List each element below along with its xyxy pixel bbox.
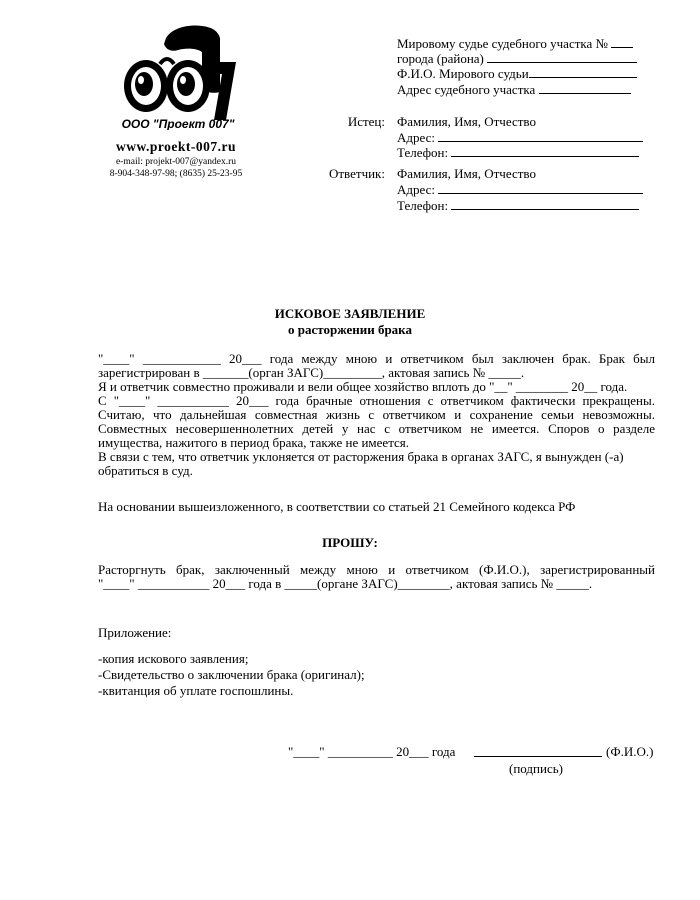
list-item: -Свидетельство о заключении брака (оригинал); <box>98 667 365 682</box>
company-logo <box>108 22 248 130</box>
body-line: С "____" ___________ 20___ года брачные отношения с ответчиком фактически прекращены. <box>98 393 655 408</box>
company-email: e-mail: projekt-007@yandex.ru <box>115 157 237 167</box>
request-heading: ПРОШУ: <box>322 535 378 550</box>
company-phones: 8-904-348-97-98; (8635) 25-23-95 <box>109 169 243 179</box>
blank-line <box>487 51 637 63</box>
body-line: Я и ответчик совместно проживали и вели общее хозяйство вплоть до "__" ________ 20__ года. <box>98 379 628 394</box>
document-title: ИСКОВОЕ ЗАЯВЛЕНИЕ <box>274 306 426 321</box>
attachments-heading: Приложение: <box>98 625 172 640</box>
court-line-2: города (района) <box>397 51 637 66</box>
plaintiff-phone: Телефон: <box>397 145 639 160</box>
defendant-phone: Телефон: <box>397 198 639 213</box>
blank-line <box>529 66 637 78</box>
body-line: Расторгнуть брак, заключенный между мною и ответчиком (Ф.И.О.), зарегистрированный <box>98 562 655 577</box>
plaintiff-name: Фамилия, Имя, Отчество <box>397 114 536 129</box>
body-line: "____" ___________ 20___ года в _____(органе ЗАГС)________, актовая запись № _____. <box>98 576 593 591</box>
signature-fio: (Ф.И.О.) <box>606 744 654 759</box>
logo-text: ООО "Проект 007" <box>121 117 235 130</box>
claim-body <box>98 352 655 478</box>
defendant-address: Адрес: <box>397 182 643 197</box>
body-line: зарегистрирован в _______(орган ЗАГС)_________, актовая запись № _____. <box>98 365 525 380</box>
plaintiff-address: Адрес: <box>397 130 643 145</box>
attachments-list <box>98 651 655 699</box>
body-line: "____" ____________ 20___ года между мною и ответчиком был заключен брак. Брак был <box>98 351 655 366</box>
document-subtitle: о расторжении брака <box>288 322 412 337</box>
legal-basis: На основании вышеизложенного, в соответствии со статьей 21 Семейного кодекса РФ <box>98 499 576 514</box>
company-website: www.proekt-007.ru <box>115 139 236 154</box>
blank-line <box>451 198 639 210</box>
blank-line <box>539 82 631 94</box>
body-line: Совместных несовершеннолетних детей у нас с ответчиком не имеется. Споров о разделе <box>98 421 655 436</box>
signature-date: "____" __________ 20___ года <box>288 744 456 759</box>
signature-caption: (подпись) <box>509 761 563 776</box>
court-line-1: Мировому судье судебного участка № <box>397 36 633 51</box>
body-line: В связи с тем, что ответчик уклоняется от расторжения брака в органах ЗАГС, я вынужден (-а) <box>98 449 624 464</box>
body-line: Считаю, что дальнейшая совместная жизнь с ответчиком и сохранение семьи невозможны. <box>98 407 655 422</box>
signature-line <box>474 756 602 757</box>
blank-line <box>438 130 643 142</box>
court-line-3: Ф.И.О. Мирового судьи <box>397 66 637 81</box>
list-item: -копия искового заявления; <box>98 651 249 666</box>
body-line: имущества, нажитого в период брака, также не имеется. <box>98 435 410 450</box>
body-line: обратиться в суд. <box>98 463 193 478</box>
defendant-label: Ответчик: <box>328 166 385 181</box>
request-body <box>98 563 655 591</box>
court-line-4: Адрес судебного участка <box>397 82 631 97</box>
plaintiff-label: Истец: <box>347 114 385 129</box>
defendant-name: Фамилия, Имя, Отчество <box>397 166 536 181</box>
blank-line <box>451 145 639 157</box>
blank-line <box>611 36 633 48</box>
blank-line <box>438 182 643 194</box>
list-item: -квитанция об уплате госпошлины. <box>98 683 294 698</box>
